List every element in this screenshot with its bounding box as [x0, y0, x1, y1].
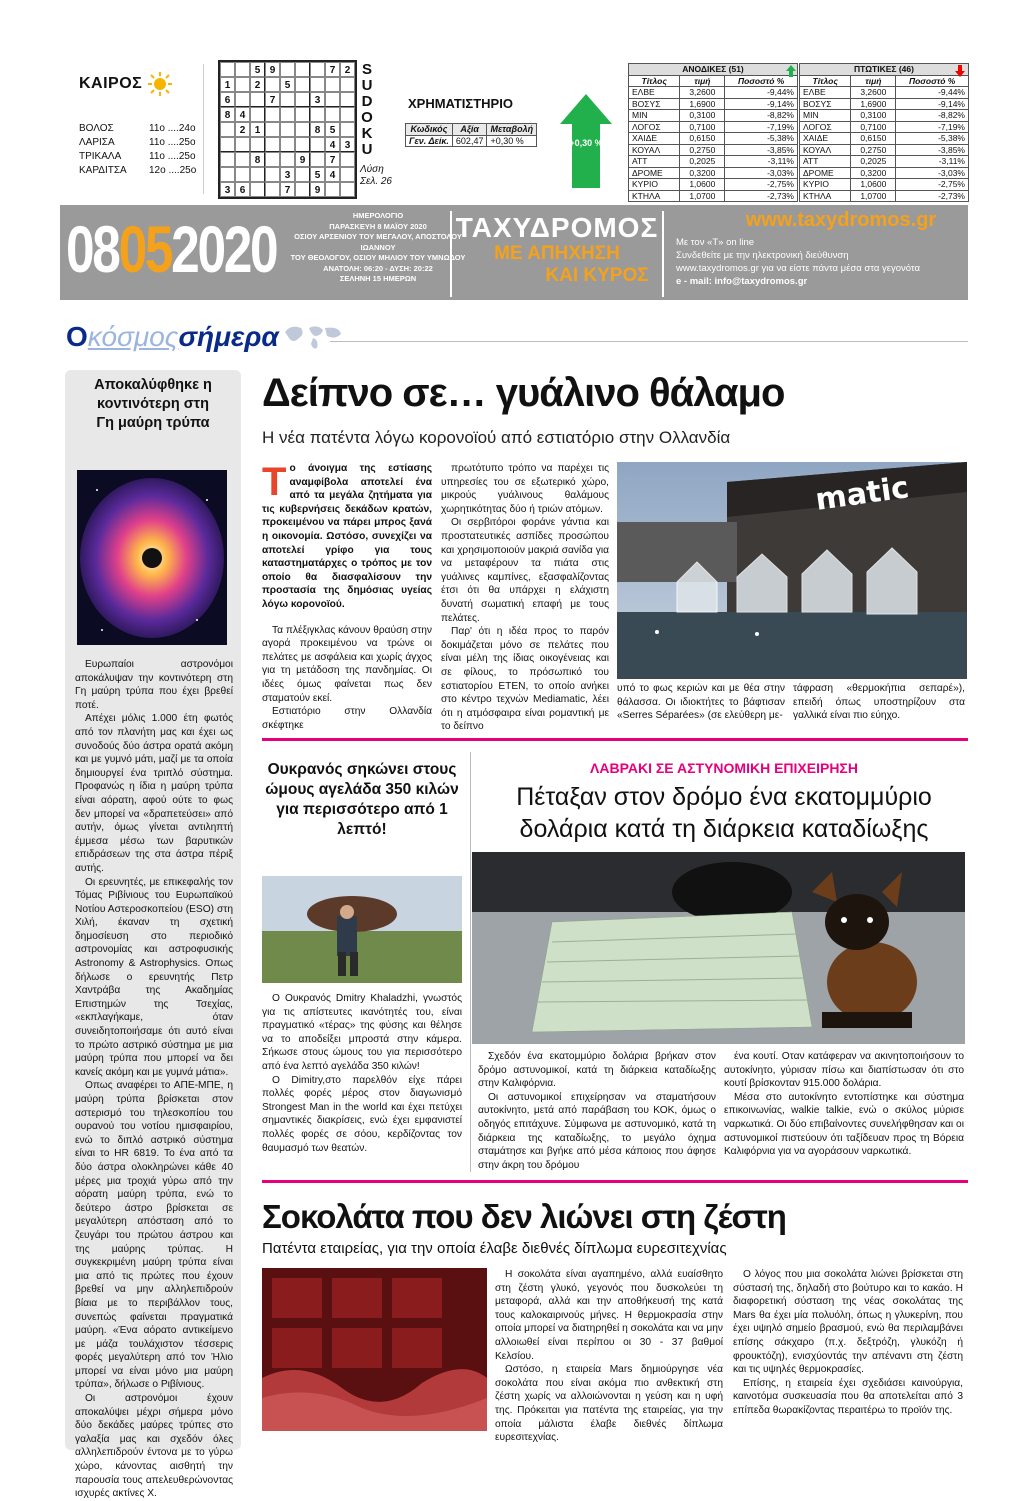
losers-cell: -8,82%: [896, 110, 969, 122]
sudoku-cell: [250, 182, 265, 197]
losers-row: [800, 121, 969, 133]
sudoku-cell: [250, 167, 265, 182]
money-headline-1: Πέταξαν στον δρόμο ένα εκατομμύριο: [516, 783, 932, 811]
market-title: ΧΡΗΜΑΤΙΣΤΗΡΙΟ: [408, 96, 513, 111]
sudoku-cell: [220, 167, 235, 182]
date-day: 08: [66, 212, 119, 286]
weather-box: [63, 64, 204, 194]
sudoku-cell: [295, 62, 310, 77]
losers-table: [799, 63, 969, 202]
sudoku-cell: [265, 137, 280, 152]
sudoku-solution-page: Σελ. 26: [360, 176, 392, 187]
losers-cell: -3,11%: [896, 156, 969, 168]
section-logo-o: Ο: [66, 321, 88, 352]
gainers-cell: ΔΡΟΜΕ: [629, 167, 680, 179]
gainers-row: [629, 156, 798, 168]
money-paragraph: ένα κουτί. Οταν κατάφεραν να ακινητοποιήσουν το αυτοκίνητο, γύρισαν πίσω και διαπίστωσαν ότι στο κουτί βρίσκονταν 915.000 δολάρια.: [724, 1051, 964, 1090]
money-paragraph: Σχεδόν ένα εκατομμύριο δολάρια βρήκαν στον δρόμο αστυνομικοί, κατά τη διάρκεια καταδίωξης στην Καλιφόρνια.: [478, 1051, 716, 1090]
sudoku-cell: [325, 77, 340, 92]
gainers-header: Ποσοστό %: [725, 75, 798, 87]
calendar-line: ΑΝΑΤΟΛΗ: 06:20 - ΔΥΣΗ: 20:22: [323, 263, 433, 273]
sudoku-cell: [310, 152, 325, 167]
losers-row: [800, 167, 969, 179]
sudoku-cell: [220, 122, 235, 137]
cow-paragraph: Ο Dimitry,στο παρελθόν είχε πάρει πολλές φορές μέρος στον διαγωνισμό Strongest Man in the world και έχει πετύχει σημαντικές διακρίσεις, ενώ έχει εμφανιστεί πολλές φορές σε σόου, κερδίζοντας τον θαυμασμό των θεατών.: [262, 1074, 462, 1154]
dinner-col4: τάφραση «θερμοκήπια σεπαρέ»), επειδή όπως υποστηρίζουν στα γαλλικά είναι πιο εύηχο.: [793, 683, 965, 722]
sudoku-cell: [295, 92, 310, 107]
sudoku-cell: 1: [220, 77, 235, 92]
gainers-header: τιμή: [680, 75, 725, 87]
sudoku-letter: U: [361, 77, 373, 94]
losers-cell: 0,3200: [851, 167, 896, 179]
sudoku-cell: 5: [310, 167, 325, 182]
gainers-row: [629, 179, 798, 191]
email-address[interactable]: e - mail: info@taxydromos.gr: [676, 276, 808, 287]
cow-photo: [262, 876, 462, 983]
sudoku-cell: 9: [295, 152, 310, 167]
sudoku-cell: 7: [325, 152, 340, 167]
sudoku-cell: [340, 167, 355, 182]
losers-table-wrap: [799, 63, 969, 202]
calendar-line: ΟΣΙΟΥ ΑΡΣΕΝΙΟΥ ΤΟΥ ΜΕΓΑΛΟΥ, ΑΠΟΣΤΟΛΟΥ ΙΩΑΝΝΟΥ: [294, 232, 462, 252]
blackhole-paragraph: Οι αστρονόμοι έχουν αποκαλύψει μέχρι σήμερα μόνο δύο δεκάδες μαύρες τρύπες στο γαλαξία μας και σχεδόν όλες αλληλεπιδρούν έντονα με το γύρω χώρο, κάνοντας αισθητή την παρουσία τους απελευθερώνοντας ισχυρές ακτίνες Χ.: [75, 1393, 233, 1500]
losers-cell: -9,44%: [896, 87, 969, 99]
online-line: www.taxydromos.gr για να είστε πάντα μέσα στα γεγονότα: [676, 263, 920, 274]
gainers-row: [629, 167, 798, 179]
losers-cell: -3,03%: [896, 167, 969, 179]
sudoku-cell: 8: [310, 122, 325, 137]
gainers-cell: -2,75%: [725, 179, 798, 191]
chocolate-paragraph: Ο λόγος που μια σοκολάτα λιώνει βρίσκεται στη σύστασή της, δηλαδή στο βούτυρο και το κακάο. Η διαφορετική σύσταση της νέας σοκολάτας της Mars θα έχει μία πολυόλη, όπως η γλυκερίνη, που έχει υψηλό σημείο βρασμού, ενώ θα περιλαμβάνει επίσης σάκχαρο (π.χ. δεξτρόζη, γλυκόζη ή φρουκτόζη), ενισχύοντάς την απέναντι στη ζέστη και τις υψηλές θερμοκρασίες.: [733, 1269, 963, 1376]
gainers-cell: 0,7100: [680, 121, 725, 133]
sudoku-cell: [310, 77, 325, 92]
market-index-name: Γεν. Δείκ.: [406, 135, 453, 147]
sudoku-letter: O: [361, 109, 373, 126]
gainers-header: Τίτλος: [629, 75, 680, 87]
vertical-rule: [470, 752, 471, 1172]
losers-header: τιμή: [851, 75, 896, 87]
dinner-paragraph: Τα πλέξιγκλας κάνουν θραύση στην αγορά προκειμένου να τρώνε οι πελάτες με ασφάλεια και χωρίς άγχος για τη μετάδοση της πανδημίας. Οι ιδέες όμως φαίνεται πως δεν σταματούν εκεί.: [262, 624, 432, 704]
gainers-cell: -9,44%: [725, 87, 798, 99]
sudoku-cell: [325, 107, 340, 122]
losers-cell: -2,75%: [896, 179, 969, 191]
sudoku-cell: [280, 137, 295, 152]
masthead-date: [66, 211, 276, 287]
sudoku-letter: S: [361, 61, 372, 78]
gainers-cell: 1,6900: [680, 98, 725, 110]
sudoku-cell: [280, 107, 295, 122]
sudoku-cell: [310, 107, 325, 122]
blackhole-headline: Αποκαλύφθηκε η κοντινότερη στη Γη μαύρη τρύπα: [94, 377, 212, 431]
blackhole-paragraph: Οι ερευνητές, με επικεφαλής τον Τόμας Ριβίνιους του Ευρωπαϊκού Νοτίου Αστεροσκοπείου (ESO) στη Χιλή, έκαναν τη σχετική δημοσίευση στο περιοδικό αστρονομίας και αστροφυσικής Astronomy & Astrophysics. Οπως δήλωσε ο ερευνητής Πετρ Χαντράβα της Ακαδημίας Επιστημών της Τσεχίας, «εκπλαγήκαμε, όταν συνειδητοποιήσαμε ότι αυτό είναι το πρώτο αστρικό σύστημα με μια μαύρη τρύπα που μπορεί να δει κανείς ακόμη και με γυμνά μάτια».: [75, 876, 233, 1078]
gainers-cell: -3,11%: [725, 156, 798, 168]
losers-cell: -3,85%: [896, 144, 969, 156]
chocolate-col2: [733, 1268, 963, 1418]
sudoku-cell: [265, 122, 280, 137]
gainers-cell: -8,82%: [725, 110, 798, 122]
sudoku-cell: 6: [220, 92, 235, 107]
gainers-title: ΑΝΟΔΙΚΕΣ (51): [629, 64, 798, 76]
weather-row: [79, 122, 203, 136]
dinner-lead: ο άνοιγμα της εστίασης αναμφίβολα αποτελεί ένα από τα μεγάλα ζητήματα για τις κυβερνήσεις δεκάδων κρατών, προκειμένου να πάρει μπρος ξανά η οικονομία. Ωστόσο, συνεχίζει να αποτελεί γρίφο για τους καταστηματάρχες ο τρόπος με τον οποίο θα διασφαλίσουν την προστασία της δημόσιας υγείας λόγω κορονοϊού.: [262, 463, 432, 610]
market-box: [405, 96, 537, 147]
sudoku-cell: [265, 152, 280, 167]
dinner-paragraph: Εστιατόριο στην Ολλανδία σκέφτηκε: [262, 706, 432, 731]
losers-cell: 1,0600: [851, 179, 896, 191]
weather-city: ΛΑΡΙΣΑ: [79, 137, 115, 148]
gainers-row: [629, 87, 798, 99]
losers-cell: ΚΤΗΛΑ: [800, 190, 851, 202]
gainers-cell: ΛΟΓΟΣ: [629, 121, 680, 133]
weather-city: ΚΑΡΔΙΤΣΑ: [79, 165, 127, 176]
sudoku-grid: [218, 60, 357, 199]
sudoku-cell: [310, 62, 325, 77]
sudoku-cell: 7: [265, 92, 280, 107]
gainers-table: [628, 63, 798, 202]
losers-row: [800, 156, 969, 168]
weather-temp: 11ο ....25ο: [149, 151, 196, 162]
sudoku-cell: [340, 107, 355, 122]
gainers-cell: -5,38%: [725, 133, 798, 145]
sudoku-cell: [220, 137, 235, 152]
blackhole-paragraph: Απέχει μόλις 1.000 έτη φωτός από τον πλανήτη μας και έχει ως συνοδούς δύο άστρα ορατά ακόμη και με γυμνό μάτι, μαζί με τα οποία δημιουργεί ένα τριπλό σύστημα. Προφανώς η ίδια η μαύρη τρύπα είναι αόρατη, αφού ούτε το φως δεν μπορεί να «δραπετεύσει» από αυτήν, όμως γίνεται αντιληπτή έμμεσα μέσω των βαρυτικών επιδράσεων της στα άστρα πέριξ αυτής.: [75, 713, 233, 874]
losers-cell: -7,19%: [896, 121, 969, 133]
sudoku-cell: [250, 137, 265, 152]
losers-row: [800, 98, 969, 110]
sudoku-cell: [295, 122, 310, 137]
weather-temp: 11ο ....24ο: [149, 123, 196, 134]
sudoku-cell: [265, 182, 280, 197]
sudoku-cell: [340, 152, 355, 167]
losers-cell: 0,6150: [851, 133, 896, 145]
losers-cell: 1,6900: [851, 98, 896, 110]
gainers-cell: -7,19%: [725, 121, 798, 133]
sudoku-cell: 2: [235, 122, 250, 137]
gainers-cell: 0,3200: [680, 167, 725, 179]
money-paragraph: Μέσα στο αυτοκίνητο εντοπίστηκε και σύστημα επικοινωνίας, walkie talkie, ενώ ο σκύλος μύρισε ναρκωτικά. Οι δύο επιβαίνοντες συνελήφθησαν και οι αστυνομικοί πιστεύουν ότι ταξίδευαν προς τη Βόρεια Καλιφόρνια για να αγοράσουν ναρκωτικά.: [724, 1091, 964, 1158]
gainers-cell: 1,0600: [680, 179, 725, 191]
market-header-code: Κωδικός: [406, 124, 453, 136]
losers-cell: 0,3100: [851, 110, 896, 122]
sudoku-cell: 8: [220, 107, 235, 122]
sudoku-cell: [295, 137, 310, 152]
losers-cell: ΛΟΓΟΣ: [800, 121, 851, 133]
gainers-row: [629, 133, 798, 145]
blackhole-paragraph: Ευρωπαίοι αστρονόμοι αποκάλυψαν την κοντινότερη στη Γη μαύρη τρύπα που έχει βρεθεί ποτέ.: [75, 659, 233, 711]
market-header-value: Αξία: [452, 124, 487, 136]
weather-title: ΚΑΙΡΟΣ: [79, 75, 143, 92]
sudoku-cell: [235, 62, 250, 77]
sudoku-cell: 4: [325, 167, 340, 182]
sudoku-cell: [235, 152, 250, 167]
blackhole-paragraph: Οπως αναφέρει το ΑΠΕ-ΜΠΕ, η μαύρη τρύπα βρίσκεται στον αστερισμό του τηλεσκοπίου του ουρανού του νοτίου ημισφαιρίου, ενώ το διπλό αστρικό σύστημα είναι το HR 6819. Το ένα από τα δύο άστρα ολοκληρώνει κάθε 40 μέρες μια τροχιά γύρω από την αόρατη μαύρη τρύπα, ενώ το δεύτερο άστρο βρίσκεται σε μεγαλύτερη απόσταση από το ζευγάρι του πρώτου άστρου και της μαύρης τρύπας. Η συγκεκριμένη μαύρη τρύπα είναι μια από τις πρώτες που έχουν βρεθεί να μην αλληλεπιδρούν βίαια με το περιβάλλον τους, συνεπώς φαίνεται πραγματικά μαύρη. «Ένα αόρατο αντικείμενο με μάζα τουλάχιστον τέσσερις φορές μεγαλύτερη από τον Ήλιο μπορεί να είναι μόνο μια μαύρη τρύπα», δήλωσε ο Ριβίνιους.: [75, 1080, 233, 1391]
sudoku-cell: 7: [325, 62, 340, 77]
sudoku-cell: 7: [280, 182, 295, 197]
weather-city: ΤΡΙΚΑΛΑ: [79, 151, 122, 162]
section-logo-world: κόσμος: [87, 321, 179, 352]
sudoku-cell: [220, 62, 235, 77]
money-paragraph: Οι αστυνομικοί επιχείρησαν να σταματήσουν αυτοκίνητο, μετά από παράβαση του ΚΟΚ, όμως ο οδηγός επιτάχυνε. Σύμφωνα με αστυνομικό, κατά τη διάρκεια της καταδίωξης, το μεγάλο όχημα σταμάτησε και βγήκε από μέσα κάποιος που άφησε στην άκρη του δρόμου: [478, 1091, 716, 1171]
weather-list: [79, 122, 203, 178]
dinner-headline: Δείπνο σε… γυάλινο θάλαμο: [262, 371, 785, 415]
weather-temp: 12ο ....25ο: [149, 165, 197, 176]
gainers-cell: ΕΛΒΕ: [629, 87, 680, 99]
sudoku-cell: [325, 92, 340, 107]
sudoku-cell: 4: [235, 107, 250, 122]
sudoku-cell: [280, 92, 295, 107]
sudoku-cell: [280, 152, 295, 167]
sudoku-letter: K: [361, 125, 373, 142]
sudoku-cell: 2: [340, 62, 355, 77]
chocolate-subhead: Πατέντα εταιρείας, για την οποία έλαβε διεθνές δίπλωμα ευρεσιτεχνίας: [262, 1240, 727, 1257]
losers-cell: -5,38%: [896, 133, 969, 145]
market-table: [405, 123, 537, 147]
sudoku-cell: [265, 167, 280, 182]
calendar-line: ΣΕΛΗΝΗ 15 ΗΜΕΡΩΝ: [339, 274, 417, 283]
losers-cell: ΧΑΙΔΕ: [800, 133, 851, 145]
divider-pink-2: [262, 1180, 968, 1183]
paper-name-block: [450, 211, 664, 297]
section-rule: [330, 341, 968, 342]
divider-pink-1: [262, 738, 968, 741]
dinner-paragraph: πρωτότυπο τρόπο να παρέχει τις υπηρεσίες του σε εξωτερικό χώρο, μικρούς γυάλινους θαλάμους χωρητικότητας δύο ή τριών ατόμων.: [441, 463, 609, 515]
losers-cell: ΔΡΟΜΕ: [800, 167, 851, 179]
gainers-cell: -3,03%: [725, 167, 798, 179]
sudoku-cell: [265, 107, 280, 122]
sudoku-cell: 3: [340, 137, 355, 152]
dinner-col1: [262, 462, 432, 732]
gainers-row: [629, 110, 798, 122]
sudoku-cell: [250, 107, 265, 122]
losers-cell: 3,2600: [851, 87, 896, 99]
losers-row: [800, 179, 969, 191]
money-col2: [724, 1050, 964, 1159]
chocolate-paragraph: Ωστόσο, η εταιρεία Mars δημιούργησε νέα σοκολάτα που είναι ακόμα πιο ανθεκτική στη ζέστη χωρίς να αλλοιώνονται η γεύση και η υφή της. Πρόκειται για πατέντα της εταιρείας, για την οποία μάλιστα έλαβε διεθνές δίπλωμα ευρεσιτεχνίας.: [495, 1364, 723, 1444]
sudoku-label: [360, 62, 392, 188]
cow-paragraph: Ο Ουκρανός Dmitry Khaladzhi, γνωστός για τις απίστευτες ικανότητές του, είναι πραγματικό «τέρας» της φύσης και θέλησε να το αποδείξει μπροστά στην κάμερα. Σήκωσε στους ώμους του για περισσότερο από ένα λεπτό αγελάδα 350 κιλών!: [262, 993, 462, 1072]
gainers-cell: 1,0700: [680, 190, 725, 202]
sudoku-solution-label: Λύση: [360, 164, 384, 175]
sudoku-cell: 4: [325, 137, 340, 152]
losers-header: Ποσοστό %: [896, 75, 969, 87]
sudoku-cell: [325, 182, 340, 197]
gainers-cell: -3,85%: [725, 144, 798, 156]
blackhole-sidebar: [65, 370, 241, 1500]
paper-slogan-2: ΚΑΙ ΚΥΡΟΣ: [545, 265, 649, 286]
online-line: Συνδεθείτε με την ηλεκτρονική διεύθυνση: [676, 250, 849, 261]
sudoku-cell: 9: [310, 182, 325, 197]
losers-cell: ΑΤΤ: [800, 156, 851, 168]
date-year: 2020: [171, 212, 277, 286]
sudoku-cell: 3: [220, 182, 235, 197]
sudoku-cell: [250, 92, 265, 107]
sudoku-cell: [340, 92, 355, 107]
calendar-title: ΗΜΕΡΟΛΟΓΙΟ: [352, 211, 404, 220]
paper-slogan-1: ΜΕ ΑΠΗΧΗΣΗ: [494, 243, 620, 264]
money-col1: [478, 1050, 716, 1172]
sudoku-cell: [235, 77, 250, 92]
sudoku-cell: 3: [310, 92, 325, 107]
sudoku-cell: [295, 77, 310, 92]
dinner-paragraph: Παρ' ότι η ιδέα προς το παρόν δοκιμάζεται μόνο σε πελάτες που είναι μέλη της ίδιας οικογένειας και σε φίλους, το πρόσωπικό του εστιατορίου ΕΤΕΝ, το οποίο ανήκει στο κέντρο τεχνών Mediamatic, λέει ότι η ατμόσφαιρα είναι ρομαντική με το δείπνο: [441, 626, 609, 733]
sudoku-cell: [340, 77, 355, 92]
gainers-row: [629, 144, 798, 156]
sudoku-cell: [295, 107, 310, 122]
money-dog-photo: [472, 852, 965, 1044]
gainers-cell: ΒΟΣΥΣ: [629, 98, 680, 110]
dinner-paragraph: Οι σερβιτόροι φοράνε γάντια και προστατευτικές ασπίδες προσώπου και χρησιμοποιούν μακριά σανίδα για να μεταφέρουν τα πιάτα στις γυάλινες καμπίνες, εξασφαλίζοντας έτσι ότι θα υπάρχει η ελάχιστη δυνατή σωματική επαφή με τους πελάτες.: [441, 517, 609, 624]
weather-city: ΒΟΛΟΣ: [79, 123, 114, 134]
website-url[interactable]: www.taxydromos.gr: [745, 209, 937, 231]
gainers-cell: -2,73%: [725, 190, 798, 202]
sudoku-letter: U: [361, 141, 373, 158]
gainers-cell: 3,2600: [680, 87, 725, 99]
losers-cell: 0,2750: [851, 144, 896, 156]
sudoku-cell: 3: [280, 167, 295, 182]
losers-cell: ΚΥΡΙΟ: [800, 179, 851, 191]
market-arrow-value: +0,30 %: [569, 138, 603, 148]
money-kicker: ΛΑΒΡΑΚΙ ΣΕ ΑΣΤΥΝΟΜΙΚΗ ΕΠΙΧΕΙΡΗΣΗ: [590, 760, 858, 776]
gainers-cell: 0,2750: [680, 144, 725, 156]
losers-row: [800, 190, 969, 202]
section-logo: [66, 318, 343, 356]
losers-cell: 0,2025: [851, 156, 896, 168]
chocolate-headline: Σοκολάτα που δεν λιώνει στη ζέστη: [262, 1198, 786, 1235]
weather-row: [79, 164, 203, 178]
sudoku-cell: [295, 167, 310, 182]
sudoku-cell: [295, 182, 310, 197]
date-month: 05: [118, 212, 172, 286]
weather-row: [79, 150, 203, 164]
sudoku-cell: 1: [250, 122, 265, 137]
sudoku-cell: [265, 77, 280, 92]
gainers-cell: 0,6150: [680, 133, 725, 145]
dinner-subhead: Η νέα πατέντα λόγω κορονοϊού από εστιατόριο στην Ολλανδία: [262, 428, 731, 447]
market-up-arrow: [560, 94, 612, 188]
gainers-row: [629, 98, 798, 110]
sudoku-cell: 2: [250, 77, 265, 92]
dinner-dropcap: Τ: [262, 460, 287, 504]
losers-cell: -9,14%: [896, 98, 969, 110]
cow-body: [262, 992, 462, 1155]
gainers-row: [629, 190, 798, 202]
losers-cell: ΒΟΣΥΣ: [800, 98, 851, 110]
calendar-line: ΤΟΥ ΘΕΟΛΟΓΟΥ, ΟΣΙΟΥ ΜΗΛΙΟΥ ΤΟΥ ΥΜΝΩΔΟΥ: [290, 253, 466, 262]
money-headline-2: δολάρια κατά τη διάρκεια καταδίωξης: [519, 815, 929, 843]
online-line: Με τον «Τ» on line: [676, 237, 755, 248]
gainers-cell: ΧΑΙΔΕ: [629, 133, 680, 145]
calendar-block: [278, 211, 478, 285]
down-arrow-icon: [955, 65, 965, 77]
chocolate-col1: [495, 1268, 723, 1445]
sudoku-cell: [280, 122, 295, 137]
gainers-cell: ΜΙΝ: [629, 110, 680, 122]
losers-cell: 0,7100: [851, 121, 896, 133]
market-index-change: +0,30 %: [487, 135, 537, 147]
losers-row: [800, 144, 969, 156]
weather-temp: 11ο ....25ο: [149, 137, 196, 148]
sudoku-cell: [340, 122, 355, 137]
website-block: [676, 209, 966, 288]
losers-cell: 1,0700: [851, 190, 896, 202]
sudoku-cell: [220, 152, 235, 167]
losers-row: [800, 133, 969, 145]
sudoku-cell: [235, 167, 250, 182]
losers-row: [800, 87, 969, 99]
sudoku-cell: [280, 62, 295, 77]
sudoku-cell: [310, 137, 325, 152]
section-logo-today: σήμερα: [178, 321, 279, 352]
sudoku-cell: 5: [280, 77, 295, 92]
losers-header: Τίτλος: [800, 75, 851, 87]
sudoku-cell: 8: [250, 152, 265, 167]
market-header-change: Μεταβολή: [487, 124, 537, 136]
world-map-icon: [283, 322, 343, 352]
blackhole-body: [75, 658, 233, 1501]
svg-text:matic: matic: [813, 470, 912, 518]
losers-row: [800, 110, 969, 122]
losers-cell: -2,73%: [896, 190, 969, 202]
sudoku-cell: [235, 92, 250, 107]
sun-icon: [148, 72, 172, 96]
market-index-value: 602,47: [452, 135, 487, 147]
sudoku-cell: 5: [325, 122, 340, 137]
gainers-row: [629, 121, 798, 133]
gainers-cell: ΚΥΡΙΟ: [629, 179, 680, 191]
cow-headline: Ουκρανός σηκώνει στους ώμους αγελάδα 350 κιλών για περισσότερο από 1 λεπτό!: [265, 761, 459, 838]
gainers-cell: 0,2025: [680, 156, 725, 168]
sudoku-cell: 5: [250, 62, 265, 77]
calendar-line: ΠΑΡΑΣΚΕΥΗ 8 ΜΑΪΟΥ 2020: [329, 221, 427, 231]
masthead-banner: [60, 205, 968, 300]
melting-chocolate-photo: [262, 1268, 487, 1431]
sudoku-cell: 6: [235, 182, 250, 197]
gainers-cell: ΚΟΥΑΛ: [629, 144, 680, 156]
losers-title: ΠΤΩΤΙΚΕΣ (46): [800, 64, 969, 76]
glass-cabins-photo: [617, 462, 967, 679]
sudoku-cell: [340, 182, 355, 197]
gainers-cell: 0,3100: [680, 110, 725, 122]
dinner-col2: [441, 462, 609, 734]
dinner-col3: υπό το φως κεριών και με θέα στην θάλασσα. Οι ιδιοκτήτες το βάφτισαν «Serres Séparées» (σε ελεύθερη με-: [617, 683, 785, 722]
losers-cell: ΕΛΒΕ: [800, 87, 851, 99]
losers-cell: ΚΟΥΑΛ: [800, 144, 851, 156]
up-arrow-icon: [786, 65, 796, 77]
weather-row: [79, 136, 203, 150]
sudoku-cell: [235, 137, 250, 152]
galaxy-image: [77, 470, 227, 645]
sudoku-cell: 9: [265, 62, 280, 77]
sudoku-letter: D: [361, 93, 373, 110]
chocolate-paragraph: Η σοκολάτα είναι αγαπημένο, αλλά ευαίσθητο στη ζέστη γλυκό, γεγονός που δυσκολεύει τη μεταφορά, αλλά και την αποθήκευσή της κατά τους καλοκαιρινούς μήνες. Η θερμοκρασία στην οποία μπορεί να διατηρηθεί η σοκολάτα και να μην αλλοιωθεί είναι περίπου οι 30 - 37 βαθμοί Κελσίου.: [495, 1269, 723, 1362]
paper-name: ΤΑΧΥΔΡΟΜΟΣ: [455, 212, 659, 243]
gainers-table-wrap: [628, 63, 798, 202]
gainers-cell: ΑΤΤ: [629, 156, 680, 168]
gainers-cell: ΚΤΗΛΑ: [629, 190, 680, 202]
chocolate-paragraph: Επίσης, η εταιρεία έχει σχεδιάσει καινούργια, καινοτόμα συσκευασία που θα αποτελείται από 3 επίπεδα θωρακίζοντας περαιτέρω το προϊόν της.: [733, 1377, 963, 1416]
gainers-cell: -9,14%: [725, 98, 798, 110]
losers-cell: ΜΙΝ: [800, 110, 851, 122]
